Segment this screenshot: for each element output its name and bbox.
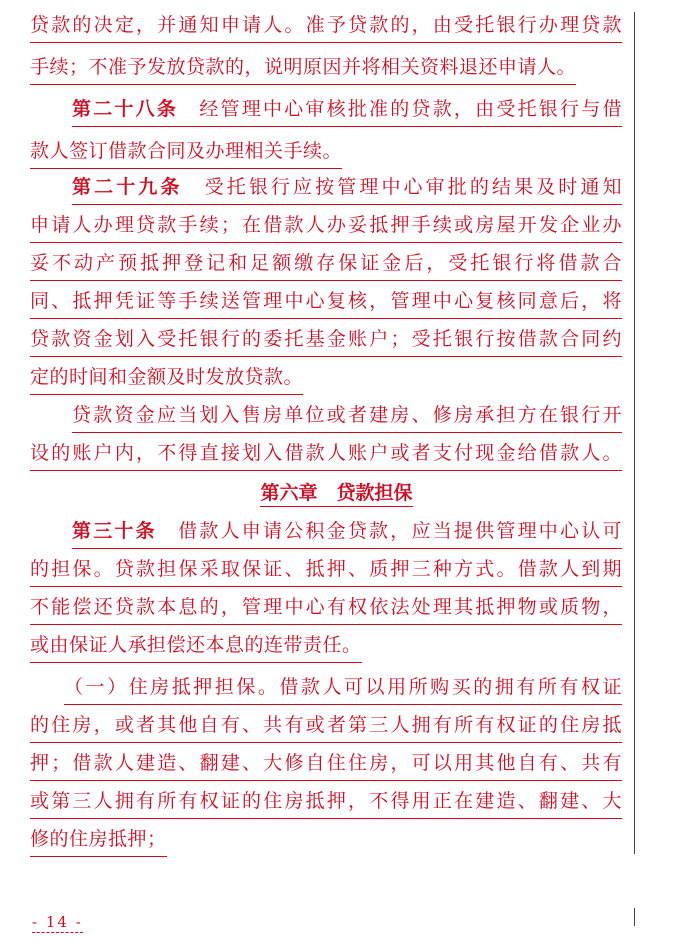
item-1-line-1: （一）住房抵押担保。借款人可以用所购买的拥有所有权证 — [64, 672, 622, 710]
text-line: 手续；不准予发放贷款的，说明原因并将相关资料退还申请人。 — [30, 52, 622, 90]
article-29-heading: 第二十九条 — [72, 176, 183, 198]
text-line: 或第三人拥有所有权证的住房抵押，不得用正在建造、翻建、大 — [30, 786, 622, 824]
text-line: 的担保。贷款担保采取保证、抵押、质押三种方式。借款人到期 — [30, 554, 622, 592]
text-line: 或由保证人承担偿还本息的连带责任。 — [30, 630, 622, 668]
text-line: 贷款资金划入受托银行的委托基金账户；受托银行按借款合同约 — [30, 324, 622, 362]
text-line: 款人签订借款合同及办理相关手续。 — [30, 136, 622, 174]
chapter-heading: 第六章 贷款担保 — [0, 478, 673, 508]
text-line: 贷款的决定，并通知申请人。准予贷款的，由受托银行办理贷款 — [30, 10, 622, 48]
text-line: 不能偿还贷款本息的，管理中心有权依法处理其抵押物或质物， — [30, 592, 622, 630]
text-line: 的住房，或者其他自有、共有或者第三人拥有所有权证的住房抵 — [30, 710, 622, 748]
margin-rule — [634, 908, 635, 926]
page-number: - 14 - — [32, 913, 83, 931]
article-28-heading: 第二十八条 — [72, 98, 179, 120]
text-line: 同、抵押凭证等手续送管理中心复核，管理中心复核同意后，将 — [30, 286, 622, 324]
text-line: 贷款资金应当划入售房单位或者建房、修房承担方在银行开 — [72, 400, 622, 438]
text-line: 修的住房抵押； — [30, 824, 622, 862]
article-29-line-1: 第二十九条 受托银行应按管理中心审批的结果及时通知 — [72, 172, 622, 210]
text-line: 押；借款人建造、翻建、大修自住住房，可以用其他自有、共有 — [30, 748, 622, 786]
article-30-heading: 第三十条 — [72, 520, 157, 542]
margin-rule — [634, 12, 635, 854]
text-line: 定的时间和金额及时发放贷款。 — [30, 362, 622, 400]
text-line: 申请人办理贷款手续；在借款人办妥抵押手续或房屋开发企业办 — [30, 210, 622, 248]
text-line: 设的账户内，不得直接划入借款人账户或者支付现金给借款人。 — [30, 438, 622, 476]
text-line: 妥不动产预抵押登记和足额缴存保证金后，受托银行将借款合 — [30, 248, 622, 286]
article-30-line-1: 第三十条 借款人申请公积金贷款，应当提供管理中心认可 — [72, 516, 622, 554]
article-28-line-1: 第二十八条 经管理中心审核批准的贷款，由受托银行与借 — [72, 94, 622, 132]
